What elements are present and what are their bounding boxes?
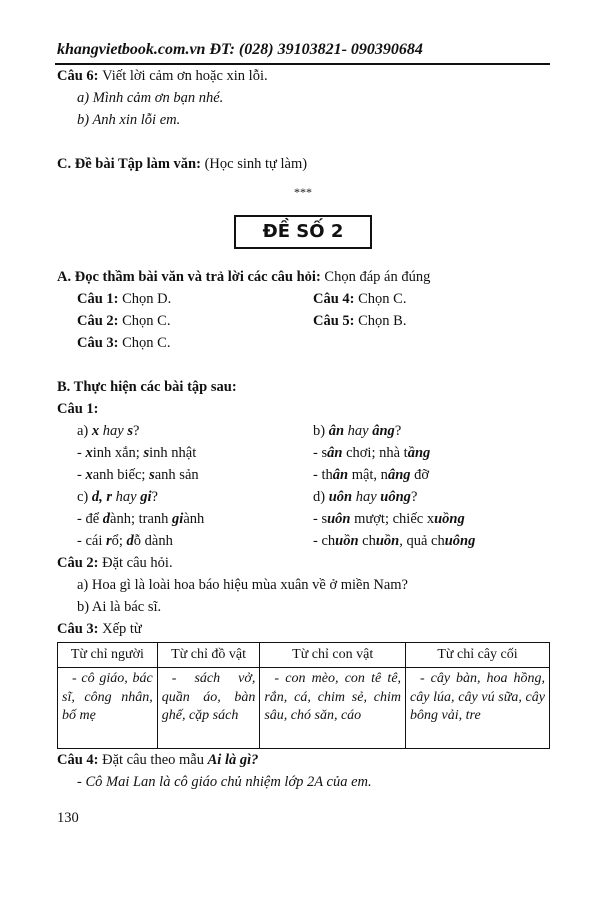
page-header: khangvietbook.com.vn ĐT: (028) 39103821- 090390684 xyxy=(57,41,423,58)
text-segment: C. Đề bài Tập làm văn: xyxy=(57,156,205,172)
text-segment: inh nhật xyxy=(149,445,197,461)
text-segment: Xếp từ xyxy=(102,621,142,637)
text-segment: gi xyxy=(140,489,152,505)
text-segment: r xyxy=(105,533,112,549)
text-segment: b) Anh xin lỗi em. xyxy=(77,112,181,128)
text-segment: Câu 2: xyxy=(77,313,123,329)
text-segment: Ai là gì? xyxy=(207,752,259,768)
text-segment: - để xyxy=(77,511,103,527)
text-segment: ành xyxy=(183,511,205,527)
content xyxy=(57,65,549,829)
text-segment: Đặt câu hỏi. xyxy=(102,555,173,571)
text-segment: uôn xyxy=(327,511,351,527)
text-segment: Câu 4: xyxy=(313,291,359,307)
table-header: Từ chỉ đồ vật xyxy=(157,643,260,668)
text-segment: x xyxy=(91,423,100,439)
text-segment: âng xyxy=(387,467,411,483)
text-segment: Chọn C. xyxy=(122,313,171,329)
text-segment: âng xyxy=(372,423,395,439)
answer-column xyxy=(77,288,313,310)
text-segment: mượt; chiếc x xyxy=(350,511,435,527)
text-segment: c) xyxy=(77,489,92,505)
cau1-heading xyxy=(57,398,549,420)
cau3-question xyxy=(57,618,549,640)
text-segment: uông xyxy=(444,533,476,549)
answer-row xyxy=(57,420,549,442)
text-segment: Câu 5: xyxy=(313,313,359,329)
text-segment: Câu 6: xyxy=(57,68,103,84)
table-header: Từ chỉ cây cối xyxy=(406,643,550,668)
text-segment: hay xyxy=(112,489,141,505)
text-segment: - th xyxy=(313,467,333,483)
text-segment: d xyxy=(102,511,111,527)
text-segment: ? xyxy=(151,489,158,505)
text-segment: uông xyxy=(380,489,411,505)
cau4-question xyxy=(57,749,549,771)
section-c-heading xyxy=(57,153,549,175)
text-segment: Chọn D. xyxy=(122,291,172,307)
answer-column xyxy=(313,332,549,354)
text-segment: Câu 3: xyxy=(77,335,123,351)
text-segment: ân xyxy=(328,423,345,439)
text-segment: A. Đọc thầm bài văn và trả lời các câu hỏi: xyxy=(57,269,325,285)
text-segment: d, r xyxy=(91,489,113,505)
text-segment: anh sản xyxy=(154,467,199,483)
text-segment: a) Mình cảm ơn bạn nhé. xyxy=(77,90,224,106)
section-b-heading xyxy=(57,376,549,398)
text-segment: s xyxy=(149,467,155,483)
separator-stars: *** xyxy=(294,185,312,199)
text-segment: ? xyxy=(132,423,140,439)
answer-row xyxy=(57,508,549,530)
text-segment: a) Hoa gì là loài hoa báo hiệu mùa xuân về ở miền Nam? xyxy=(77,577,408,593)
answer-column xyxy=(313,420,549,442)
text-segment: B. Thực hiện các bài tập sau: xyxy=(57,379,237,395)
text-segment: hay xyxy=(344,423,373,439)
text-segment: b) xyxy=(313,423,329,439)
text-segment: chơi; nhà t xyxy=(342,445,408,461)
answer-row xyxy=(57,442,549,464)
cau2-answer-a xyxy=(57,574,549,596)
text-segment: ân xyxy=(327,445,343,461)
answer-column xyxy=(313,310,549,332)
text-segment: - xyxy=(77,445,86,461)
text-segment: Câu 1: xyxy=(57,401,99,417)
cau6-answer-b xyxy=(57,109,549,131)
text-segment: , quả ch xyxy=(399,533,445,549)
page-number: 130 xyxy=(57,810,79,826)
text-segment: x xyxy=(85,467,93,483)
table-cell: - cây bàn, hoa hồng, cây lúa, cây vú sữa, cây bông vải, tre xyxy=(406,668,550,749)
text-segment: ành; tranh xyxy=(110,511,173,527)
text-segment: hay xyxy=(99,423,128,439)
word-classification-table xyxy=(57,642,550,749)
text-segment: đỡ xyxy=(410,467,430,483)
text-segment: - ch xyxy=(313,533,336,549)
text-segment: Chọn C. xyxy=(358,291,407,307)
answer-column xyxy=(313,486,549,508)
table-cell: - con mèo, con tê tê, rắn, cá, chim sẻ, chim sâu, chó săn, cáo xyxy=(260,668,406,749)
answer-row xyxy=(57,310,549,332)
cau4-answer xyxy=(57,771,549,793)
table-header: Từ chỉ con vật xyxy=(260,643,406,668)
answer-column xyxy=(77,508,313,530)
text-segment: - xyxy=(77,467,86,483)
text-segment: hay xyxy=(352,489,381,505)
text-segment: b) Ai là bác sĩ. xyxy=(77,599,162,615)
text-segment: d xyxy=(126,533,134,549)
table-header: Từ chỉ người xyxy=(58,643,158,668)
answer-column xyxy=(313,530,549,552)
answer-column xyxy=(77,530,313,552)
answer-column xyxy=(77,332,313,354)
answer-column xyxy=(77,310,313,332)
text-segment: Chọn đáp án đúng xyxy=(324,269,431,285)
text-segment: Chọn B. xyxy=(358,313,407,329)
text-segment: - Cô Mai Lan là cô giáo chủ nhiệm lớp 2A của em. xyxy=(77,774,372,790)
text-segment: ầng xyxy=(407,445,431,461)
text-segment: uồng xyxy=(434,511,465,527)
answer-column xyxy=(313,442,549,464)
text-segment: Đặt câu theo mẫu xyxy=(102,752,208,768)
text-segment: s xyxy=(143,445,150,461)
cau1-answers xyxy=(57,420,549,552)
text-segment: Chọn C. xyxy=(122,335,171,351)
text-segment: ch xyxy=(358,533,376,549)
text-segment: uồn xyxy=(335,533,359,549)
text-segment: Viết lời cảm ơn hoặc xin lỗi. xyxy=(102,68,268,84)
cau6-question xyxy=(57,65,549,87)
answer-column xyxy=(313,288,549,310)
text-segment: d) xyxy=(313,489,329,505)
text-segment: mật, n xyxy=(348,467,388,483)
answer-column xyxy=(77,442,313,464)
text-segment: ỗ dành xyxy=(133,533,173,549)
text-segment: Câu 4: xyxy=(57,752,103,768)
answer-column xyxy=(77,420,313,442)
text-segment: ? xyxy=(394,423,402,439)
text-segment: Câu 1: xyxy=(77,291,123,307)
exam-title: ĐỀ SỐ 2 xyxy=(234,215,372,249)
answer-row xyxy=(57,464,549,486)
text-segment: ân xyxy=(332,467,349,483)
text-segment: a) xyxy=(77,423,92,439)
text-segment: Câu 2: xyxy=(57,555,103,571)
table-cell: - cô giáo, bác sĩ, công nhân, bố mẹ xyxy=(58,668,158,749)
cau2-question xyxy=(57,552,549,574)
answer-column xyxy=(313,464,549,486)
text-segment: - cái xyxy=(77,533,106,549)
answer-column xyxy=(77,486,313,508)
answer-row xyxy=(57,530,549,552)
answer-row xyxy=(57,288,549,310)
answer-row xyxy=(57,486,549,508)
answer-row xyxy=(57,332,549,354)
text-segment: gi xyxy=(172,511,184,527)
text-segment: inh xắn; xyxy=(92,445,144,461)
text-segment: anh biếc; xyxy=(92,467,150,483)
text-segment: ổ; xyxy=(111,533,127,549)
text-segment: (Học sinh tự làm) xyxy=(204,156,308,172)
text-segment: - s xyxy=(313,445,328,461)
text-segment: - s xyxy=(313,511,328,527)
table-cell: - sách vở, quần áo, bàn ghế, cặp sách xyxy=(157,668,260,749)
section-a-heading xyxy=(57,266,549,288)
text-segment: uồn xyxy=(375,533,400,549)
answer-column xyxy=(313,508,549,530)
text-segment: x xyxy=(85,445,93,461)
text-segment: ? xyxy=(410,489,418,505)
cau6-answer-a xyxy=(57,87,549,109)
section-a-answers xyxy=(57,288,549,354)
cau2-answer-b xyxy=(57,596,549,618)
text-segment: Câu 3: xyxy=(57,621,103,637)
text-segment: s xyxy=(127,423,133,439)
text-segment: uôn xyxy=(328,489,353,505)
answer-column xyxy=(77,464,313,486)
